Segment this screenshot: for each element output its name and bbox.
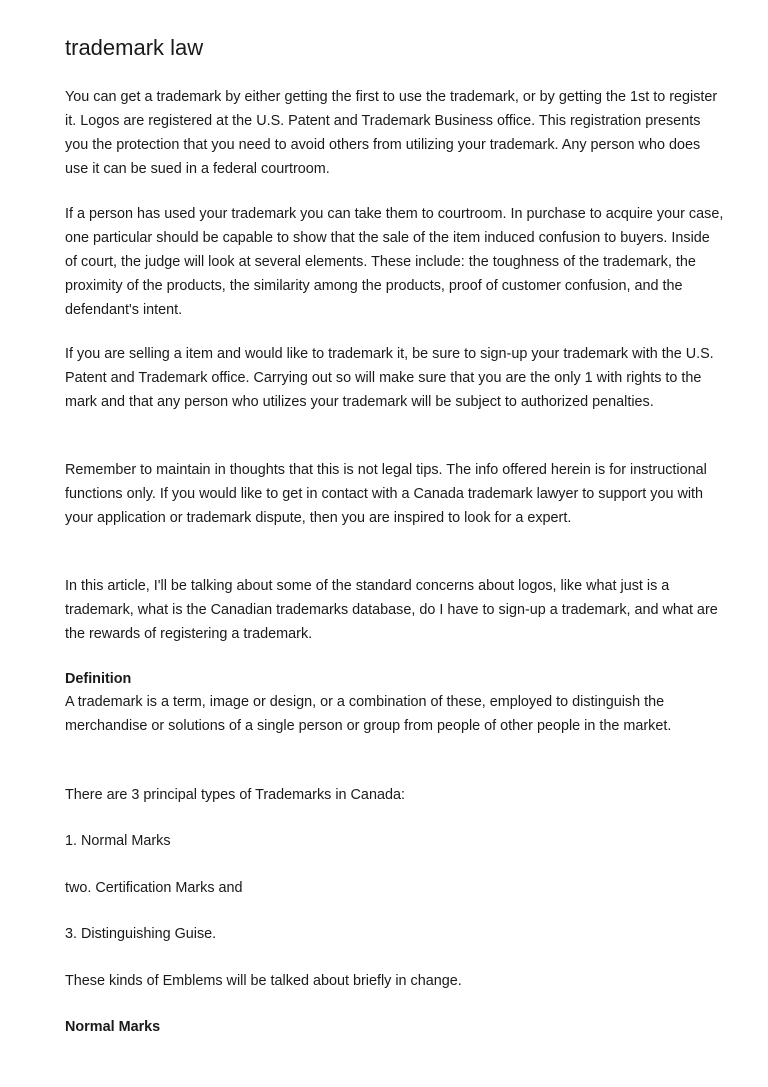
definition-heading: Definition: [65, 671, 132, 687]
normal-marks-heading: Normal Marks: [65, 1019, 161, 1035]
document-title: trademark law: [65, 35, 204, 60]
types-intro: There are 3 principal types of Trademarks in Canada:: [65, 787, 405, 803]
types-outro: These kinds of Emblems will be talked about briefly in change.: [65, 973, 462, 989]
paragraph-registering: If you are selling a item and would like to trademark it, be sure to sign-up your trademark with the U.S. Patent and Trademark office. Carrying out so will make sure that you are the only 1 with rights to the mark and that any person who utilizes your trademark will be subject to authorized penalties.: [65, 346, 714, 410]
paragraph-article-intro: In this article, I'll be talking about some of the standard concerns about logos, like what just is a trademark, what is the Canadian trademarks database, do I have to sign-up a trademark, and what are the rewards of registering a trademark.: [65, 578, 718, 642]
paragraph-infringement: If a person has used your trademark you can take them to courtroom. In purchase to acquire your case, one particular should be capable to show that the sale of the item induced confusion to buyers. Inside of court, the judge will look at several elements. These include: the toughness of the trademark, the proximity of the products, the similarity among the products, proof of customer confusion, and the defendant's intent.: [65, 206, 724, 318]
type-item-distinguishing-guise: 3. Distinguishing Guise.: [65, 926, 217, 942]
type-item-certification-marks: two. Certification Marks and: [65, 880, 243, 896]
definition-text: A trademark is a term, image or design, or a combination of these, employed to distinguish the merchandise or solutions of a single person or group from people of other people in the market.: [65, 694, 672, 734]
type-item-normal-marks: 1. Normal Marks: [65, 833, 171, 849]
paragraph-disclaimer: Remember to maintain in thoughts that this is not legal tips. The info offered herein is for instructional functions only. If you would like to get in contact with a Canada trademark lawyer to support you with your application or trademark dispute, then you are inspired to look for a expert.: [65, 462, 707, 526]
paragraph-acquiring-trademark: You can get a trademark by either getting the first to use the trademark, or by getting the 1st to register it. Logos are registered at the U.S. Patent and Trademark Business office. This registration presents you the protection that you need to avoid others from utilizing your trademark. Any person who does use it can be sued in a federal courtroom.: [65, 89, 718, 177]
